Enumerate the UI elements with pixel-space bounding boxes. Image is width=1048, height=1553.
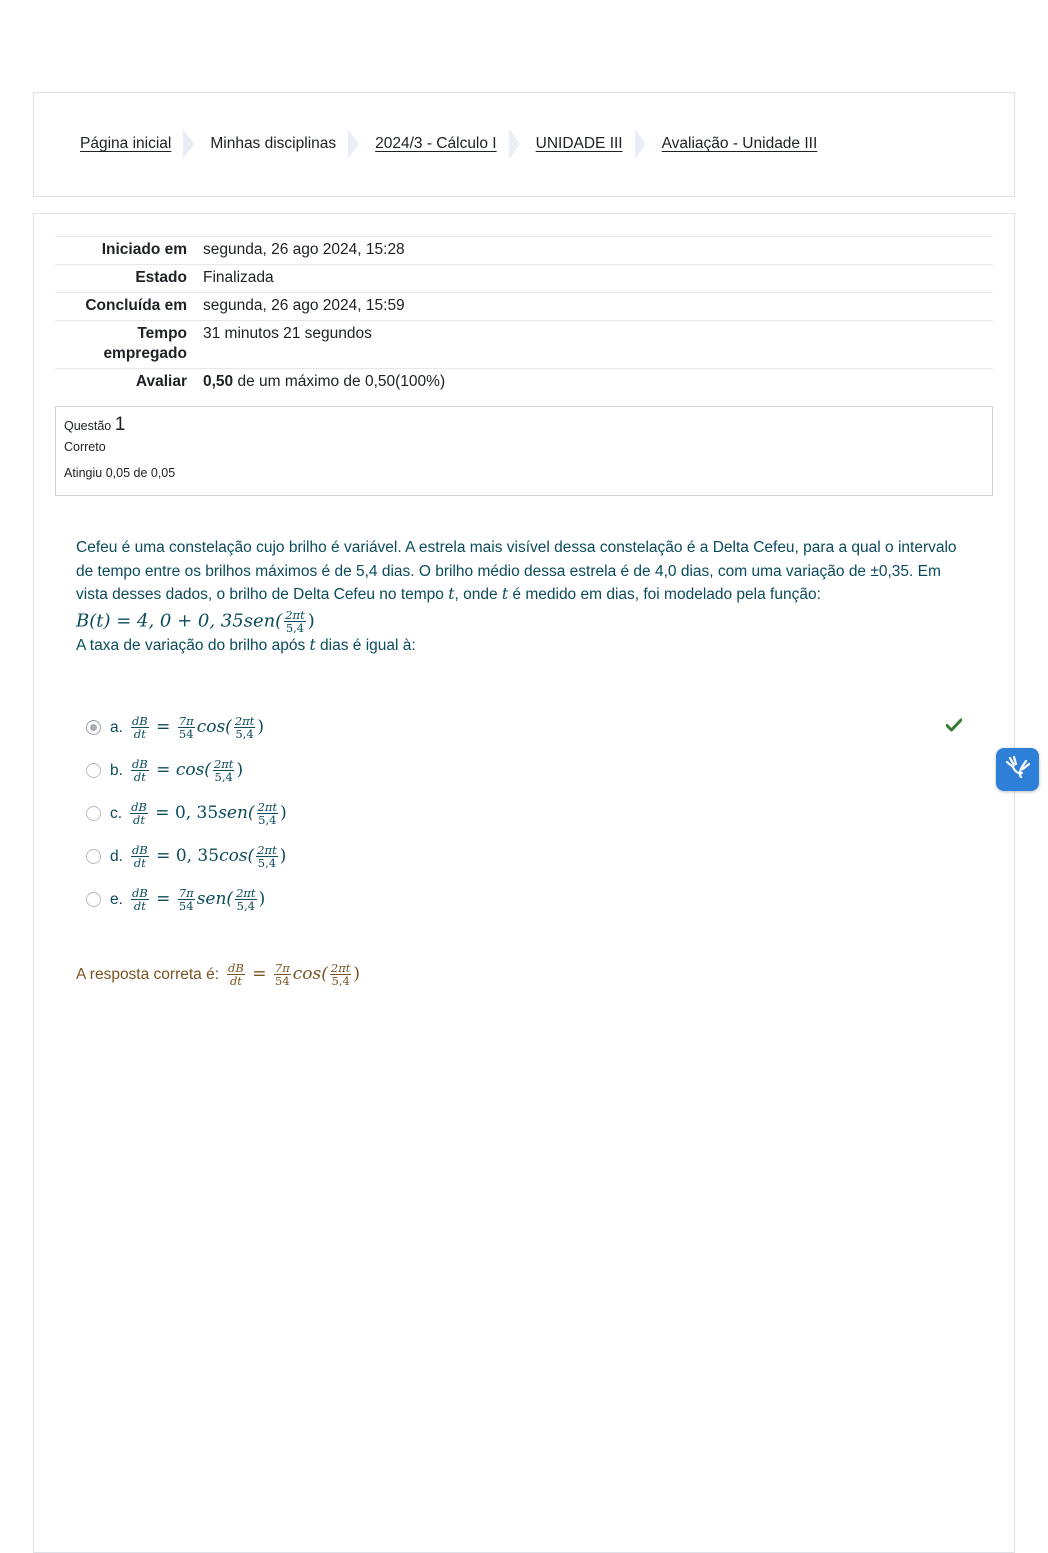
equals-sign: = (156, 760, 171, 780)
close-paren: ) (236, 760, 244, 780)
correct-answer-feedback (76, 962, 360, 987)
sign-language-hands-icon (1005, 755, 1031, 784)
breadcrumb-link-home[interactable]: Página inicial (80, 135, 172, 152)
prompt-text-part: dias é igual à: (315, 636, 416, 654)
fraction-numerator: 2πt (236, 886, 256, 900)
fraction-denominator: dt (133, 770, 146, 784)
fraction-denominator: 5,4 (236, 899, 255, 913)
option-letter: d. (110, 847, 123, 865)
summary-value: segunda, 26 ago 2024, 15:28 (203, 237, 993, 265)
fraction-numerator: dB (131, 843, 148, 857)
radio-button-c[interactable] (86, 806, 101, 821)
fraction-denominator: dt (133, 727, 146, 741)
radio-button-d[interactable] (86, 849, 101, 864)
fraction-numerator: 2πt (234, 714, 255, 728)
question-text-part: , onde (454, 586, 502, 603)
option-letter: a. (110, 718, 123, 736)
fraction-numerator: 7π (178, 886, 194, 900)
function-name: cos( (175, 760, 211, 780)
fraction-numerator: 2πt (257, 800, 278, 814)
function-name: sen( (196, 889, 234, 909)
summary-value: segunda, 26 ago 2024, 15:59 (203, 293, 993, 321)
equals-sign: = (155, 803, 170, 823)
summary-label: Iniciado em (55, 237, 203, 265)
fraction-denominator: dt (133, 856, 146, 870)
option-formula (129, 715, 264, 740)
grade-rest: de um máximo de 0,50(100%) (233, 373, 446, 390)
close-paren: ) (279, 846, 287, 866)
accessibility-button[interactable] (996, 748, 1039, 791)
radio-button-b[interactable] (86, 763, 101, 778)
fraction-numerator: dB (131, 886, 148, 900)
function-name: cos( (292, 964, 328, 984)
equals-sign: = (156, 846, 171, 866)
breadcrumb-text-my-courses: Minhas disciplinas (210, 135, 337, 152)
fraction-denominator: 54 (178, 899, 194, 913)
fraction-denominator: 5,4 (331, 974, 350, 988)
summary-value (203, 369, 993, 397)
question-label: Questão (64, 419, 112, 433)
formula-lhs: B(t) = 4, 0 + 0, 35sen( (76, 610, 283, 631)
radio-button-a[interactable] (86, 720, 101, 735)
fraction-denominator: 5,4 (258, 813, 277, 827)
answer-option-e[interactable] (86, 878, 976, 921)
breadcrumb-separator (635, 129, 646, 159)
summary-value: 31 minutos 21 segundos (203, 321, 993, 369)
summary-label: Concluída em (55, 293, 203, 321)
fraction-numerator: dB (131, 714, 148, 728)
variable-t: t (501, 585, 509, 603)
answer-option-d[interactable] (86, 835, 976, 878)
breadcrumb-separator (509, 129, 520, 159)
attempt-summary-table (55, 236, 993, 396)
breadcrumb-item-unit[interactable] (536, 129, 662, 159)
close-paren: ) (258, 889, 266, 909)
question-text-part: é medido em dias, foi modelado pela função: (508, 586, 821, 603)
equals-sign: = (156, 717, 171, 737)
fraction-denominator: 54 (275, 974, 290, 988)
breadcrumb (80, 129, 817, 159)
check-icon (946, 718, 962, 737)
fraction-denominator: 5,4 (235, 727, 254, 741)
breadcrumb-item-home[interactable] (80, 129, 210, 159)
coefficient: 0, 35 (174, 803, 219, 823)
feedback-label: A resposta correta é: (76, 965, 220, 983)
fraction-numerator: 2πt (257, 843, 277, 857)
variable-t: t (448, 585, 455, 603)
fraction-numerator: 7π (274, 961, 290, 975)
function-name: sen( (218, 803, 255, 823)
question-info-box (55, 406, 993, 496)
option-formula (128, 801, 287, 826)
breadcrumb-separator (348, 129, 359, 159)
breadcrumb-link-quiz[interactable]: Avaliação - Unidade III (661, 135, 818, 152)
question-number (64, 415, 984, 436)
summary-row-grade (55, 369, 993, 397)
breadcrumb-separator (183, 129, 194, 159)
equals-sign: = (156, 889, 171, 909)
fraction-numerator: dB (131, 800, 147, 814)
fraction-numerator: 2πt (213, 757, 234, 771)
summary-row-completed (55, 293, 993, 321)
fraction-numerator: dB (228, 961, 244, 975)
fraction-denominator: 54 (178, 727, 194, 741)
option-formula (129, 844, 286, 869)
fraction-numerator: 2πt (330, 961, 351, 975)
option-letter: e. (110, 890, 123, 908)
question-text (76, 536, 966, 657)
fraction-denominator: dt (133, 899, 146, 913)
summary-label: Estado (55, 265, 203, 293)
breadcrumb-link-course[interactable]: 2024/3 - Cálculo I (375, 135, 497, 152)
option-formula (129, 887, 265, 912)
answer-options (86, 706, 976, 921)
summary-label: Tempo empregado (55, 321, 203, 369)
breadcrumb-item-my-courses (210, 129, 375, 159)
question-number-value: 1 (114, 414, 126, 435)
prompt-text-part: A taxa de variação do brilho após (76, 636, 310, 654)
answer-option-a[interactable] (86, 706, 976, 749)
grade-score: 0,50 (203, 373, 234, 390)
fraction-denominator: 5,4 (257, 856, 277, 870)
fraction-denominator: 5,4 (285, 620, 305, 635)
question-prompt (76, 634, 966, 658)
radio-button-e[interactable] (86, 892, 101, 907)
close-paren: ) (257, 717, 264, 737)
option-formula (129, 758, 243, 783)
variable-t: t (309, 635, 316, 654)
function-name: cos( (219, 846, 255, 866)
fraction-numerator: dB (131, 757, 148, 771)
equals-sign: = (252, 964, 267, 984)
function-name: cos( (196, 717, 232, 737)
close-paren: ) (353, 964, 361, 984)
fraction-denominator: dt (132, 813, 145, 827)
fraction-denominator: 5,4 (214, 770, 233, 784)
fraction-numerator: 7π (178, 714, 194, 728)
question-state: Correto (64, 440, 106, 454)
breadcrumb-link-unit[interactable]: UNIDADE III (535, 135, 623, 152)
formula-close: ) (307, 610, 315, 631)
breadcrumb-card (33, 92, 1015, 197)
breadcrumb-item-course[interactable] (375, 129, 536, 159)
formula-fraction (284, 609, 306, 634)
answer-option-b[interactable] (86, 749, 976, 792)
question-text-part: Cefeu é uma constelação cujo brilho é variável. A estrela mais visível dessa constelação é a Delta Cefeu, para a qual o intervalo de tempo entre os brilhos máximos é de 5,4 dias. O brilho médio dessa estrela é de 4,0 dias, com uma variação de ±0,35. Em vista desses dados, o brilho de Delta Cefeu no tempo (76, 539, 957, 603)
summary-row-state (55, 265, 993, 293)
question-statement (76, 536, 966, 607)
feedback-formula (225, 962, 360, 987)
summary-row-started (55, 237, 993, 265)
answer-option-c[interactable] (86, 792, 976, 835)
close-paren: ) (280, 803, 287, 823)
fraction-denominator: dt (229, 974, 242, 988)
option-letter: c. (110, 804, 123, 822)
question-grade: Atingiu 0,05 de 0,05 (64, 466, 176, 480)
brightness-formula (76, 609, 966, 634)
fraction-numerator: 2πt (285, 607, 305, 622)
summary-row-time (55, 321, 993, 369)
summary-label: Avaliar (55, 369, 203, 397)
coefficient: 0, 35 (175, 846, 220, 866)
summary-value: Finalizada (203, 265, 993, 293)
breadcrumb-item-quiz[interactable] (662, 135, 818, 153)
option-letter: b. (110, 761, 123, 779)
quiz-review-card (33, 213, 1015, 1553)
